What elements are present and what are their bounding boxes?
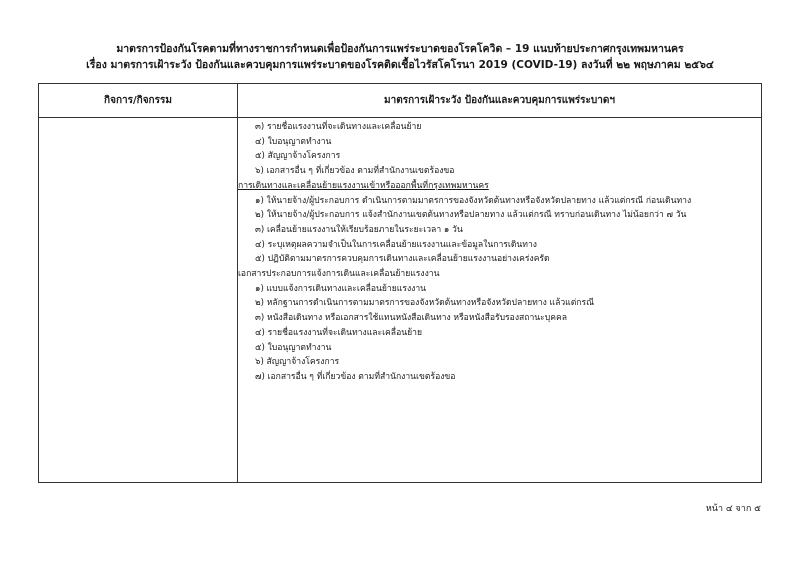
list-item: ๓) รายชื่อแรงงานที่จะเดินทางและเคลื่อนย้าย: [255, 122, 422, 132]
measures-table: [38, 83, 762, 483]
table-header-row: [39, 84, 762, 118]
activity-cell: [39, 118, 238, 483]
list-item: ๔) รายชื่อแรงงานที่จะเดินทางและเคลื่อนย้าย: [255, 327, 423, 338]
section-heading: เอกสารประกอบการแจ้งการเดินและเคลื่อนย้ายแรงงาน: [238, 269, 440, 280]
measures-cell: [238, 118, 762, 483]
list-item: ๔) ใบอนุญาตทำงาน: [255, 136, 332, 147]
list-item: ๑) แบบแจ้งการเดินทางและเคลื่อนย้ายแรงงาน: [255, 283, 427, 294]
table-row: [39, 118, 762, 483]
page-number: หน้า ๔ จาก ๕: [705, 504, 761, 514]
list-item: ๓) เคลื่อนย้ายแรงงานให้เรียบร้อยภายในระยะเวลา ๑ วัน: [255, 224, 463, 235]
column-header-activity: กิจการ/กิจกรรม: [39, 84, 238, 118]
column-header-measures: มาตรการเฝ้าระวัง ป้องกันและควบคุมการแพร่ระบาดฯ: [238, 84, 762, 118]
list-item: ๒) หลักฐานการดำเนินการตามมาตรการของจังหวัดต้นทางหรือจังหวัดปลายทาง แล้วแต่กรณี: [255, 298, 595, 309]
list-item: ๓) หนังสือเดินทาง หรือเอกสารใช้แทนหนังสือเดินทาง หรือหนังสือรับรองสถานะบุคคล: [255, 313, 568, 324]
list-item: ๖) สัญญาจ้างโครงการ: [255, 357, 340, 368]
list-item: ๕) สัญญาจ้างโครงการ: [255, 151, 341, 162]
document-title-line-1: มาตรการป้องกันโรคตามที่ทางราชการกำหนดเพื่อป้องกันการแพร่ระบาดของโรคโควิด – 19 แนบท้ายประกาศกรุงเทพมหานคร: [116, 43, 684, 55]
list-item: ๒) ให้นายจ้าง/ผู้ประกอบการ แจ้งสำนักงานเขตต้นทางหรือปลายทาง แล้วแต่กรณี ทราบก่อนเดินทาง ไม่น้อยกว่า ๗ วัน: [255, 210, 687, 221]
list-item: ๔) ระบุเหตุผลความจำเป็นในการเคลื่อนย้ายแรงงานและข้อมูลในการเดินทาง: [255, 239, 537, 250]
list-item: ๗) เอกสารอื่น ๆ ที่เกี่ยวข้อง ตามที่สำนักงานเขตร้องขอ: [255, 371, 456, 382]
list-item: ๑) ให้นายจ้าง/ผู้ประกอบการ ดำเนินการตามมาตรการของจังหวัดต้นทางหรือจังหวัดปลายทาง แล้วแต่กรณี ก่อนเดินทาง: [255, 195, 692, 206]
list-item: ๖) เอกสารอื่น ๆ ที่เกี่ยวข้อง ตามที่สำนักงานเขตร้องขอ: [255, 166, 455, 177]
document-title-line-2: เรื่อง มาตรการเฝ้าระวัง ป้องกันและควบคุมการแพร่ระบาดของโรคติดเชื้อไวรัสโคโรนา 2019 (COVID-19) ลงวันที่ ๒๒ พฤษภาคม ๒๕๖๔: [86, 59, 714, 71]
list-item: ๕) ใบอนุญาตทำงาน: [255, 342, 332, 353]
measures-list: [238, 118, 761, 385]
list-item: ๕) ปฏิบัติตามมาตรการควบคุมการเดินทางและเคลื่อนย้ายแรงงานอย่างเคร่งครัด: [255, 254, 550, 265]
section-heading: การเดินทางและเคลื่อนย้ายแรงงานเข้าหรือออกพื้นที่กรุงเทพมหานคร: [238, 180, 489, 191]
